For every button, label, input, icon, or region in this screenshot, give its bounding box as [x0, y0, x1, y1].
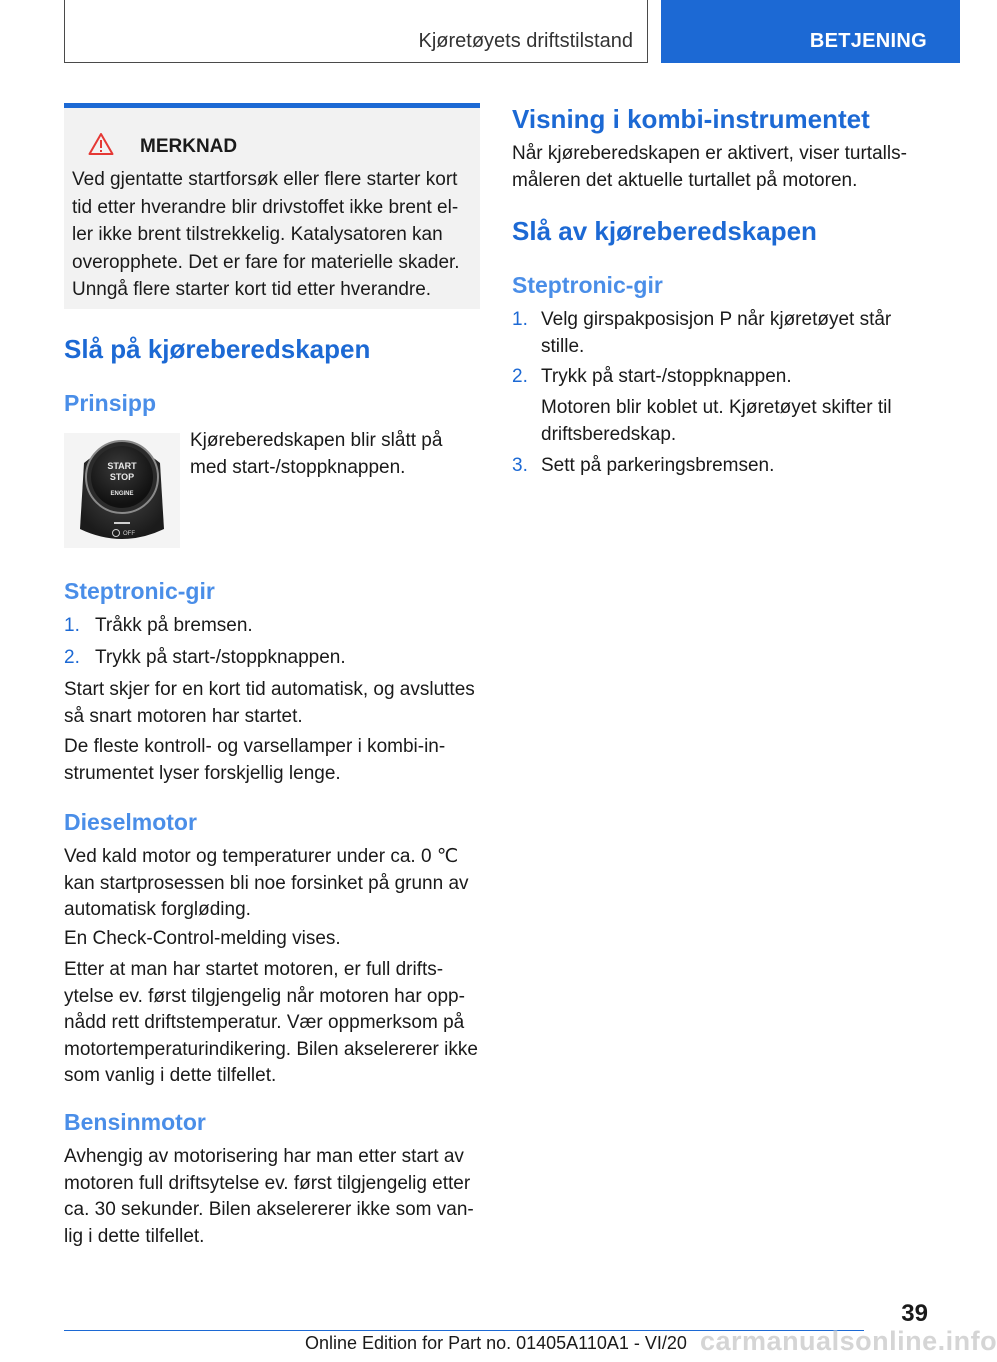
step-number: 3.	[512, 455, 528, 476]
step-text	[541, 453, 921, 480]
step-text	[541, 364, 921, 391]
note-line: tid etter hverandre blir drivstoffet ikke brent el‐	[72, 196, 459, 218]
paragraph	[64, 734, 484, 787]
step-text: Tråkk på bremsen.	[95, 615, 253, 636]
text-line: Trykk på start-/stoppknappen.	[541, 366, 792, 387]
text-line: Velg girspakposisjon P når kjøretøyet står	[541, 309, 892, 330]
text-line: så snart motoren har startet.	[64, 705, 303, 727]
warning-note	[64, 103, 480, 309]
text-line: Motoren blir koblet ut. Kjøretøyet skifter til	[541, 397, 892, 418]
text-line: ca. 30 sekunder. Bilen akselererer ikke som van‐	[64, 1199, 474, 1220]
text-line: Kjøreberedskapen blir slått på	[190, 430, 443, 451]
note-title: MERKNAD	[140, 136, 238, 157]
paragraph	[512, 141, 932, 194]
step-number: 2.	[64, 647, 80, 668]
paragraph	[64, 926, 484, 953]
watermark: carmanualsonline.info	[700, 1326, 997, 1356]
svg-text:ENGINE: ENGINE	[110, 491, 134, 497]
footer-edition: Online Edition for Part no. 01405A110A1 - VI/20	[305, 1333, 687, 1353]
text-line: Avhengig av motorisering har man etter start av	[64, 1146, 464, 1167]
text-line: driftsberedskap.	[541, 423, 677, 445]
step-result	[541, 395, 921, 448]
heading-diesel: Dieselmotor	[64, 809, 197, 835]
text-line: Etter at man har startet motoren, er full drifts‐	[64, 959, 444, 980]
paragraph	[64, 844, 484, 924]
paragraph	[64, 957, 484, 1090]
step-text: Trykk på start-/stoppknappen.	[95, 647, 346, 668]
heading-principle: Prinsipp	[64, 390, 157, 416]
heading-switch-off: Slå av kjøreberedskapen	[512, 216, 817, 246]
chapter-title: BETJENING	[809, 30, 927, 52]
text-line: motoren full driftsytelse ev. først tilgjengelig etter	[64, 1172, 471, 1194]
text-line: Når kjøreberedskapen er aktivert, viser turtalls‐	[512, 143, 907, 164]
text-line: stille.	[541, 335, 585, 357]
text-line: med start-/stoppknappen.	[190, 456, 406, 478]
step-text	[541, 307, 921, 360]
text-line: Sett på parkeringsbremsen.	[541, 455, 775, 476]
svg-text:START: START	[107, 461, 137, 471]
heading-petrol: Bensinmotor	[64, 1109, 206, 1135]
step-number: 1.	[512, 309, 528, 330]
text-line: De fleste kontroll- og varsellamper i kombi-in‐	[64, 736, 446, 757]
section-title: Kjøretøyets driftstilstand	[418, 30, 633, 52]
text-line: som vanlig i dette tilfellet.	[64, 1065, 277, 1086]
note-line: Ved gjentatte startforsøk eller flere starter kort	[72, 169, 458, 190]
svg-text:OFF: OFF	[123, 531, 135, 537]
page-number: 39	[901, 1300, 928, 1327]
warning-triangle-icon	[88, 132, 114, 156]
text-line: strumentet lyser forskjellig lenge.	[64, 762, 341, 784]
note-line: Unngå flere starter kort tid etter hverandre.	[72, 279, 432, 300]
paragraph	[64, 677, 484, 730]
header-section-box	[64, 0, 648, 63]
heading-steptronic-off: Steptronic-gir	[512, 272, 663, 298]
step-number: 1.	[64, 615, 80, 636]
header-chapter-tab[interactable]	[661, 0, 960, 63]
svg-text:STOP: STOP	[109, 472, 135, 482]
text-line: kan startprosessen bli noe forsinket på grunn av	[64, 872, 469, 894]
start-stop-button-icon	[64, 433, 180, 548]
principle-text	[190, 428, 442, 481]
heading-display: Visning i kombi-instrumentet	[512, 104, 870, 134]
start-stop-button-image	[64, 433, 180, 548]
text-line: ytelse ev. først tilgjengelig når motoren har opp‐	[64, 985, 465, 1007]
note-line: overopphete. Det er fare for materielle skader.	[72, 251, 460, 273]
text-line: motortemperaturindikering. Bilen akselererer ikke	[64, 1038, 478, 1060]
step-number: 2.	[512, 366, 528, 387]
heading-start-readiness: Slå på kjøreberedskapen	[64, 334, 371, 364]
note-line: ler ikke brent tilstrekkelig. Katalysatoren kan	[72, 224, 443, 245]
heading-steptronic: Steptronic-gir	[64, 578, 215, 604]
paragraph	[64, 1144, 484, 1250]
note-text	[72, 166, 472, 304]
text-line: automatisk forgløding.	[64, 899, 251, 920]
text-line: lig i dette tilfellet.	[64, 1225, 205, 1247]
text-line: nådd rett driftstemperatur. Vær oppmerksom på	[64, 1012, 465, 1033]
text-line: Ved kald motor og temperaturer under ca. 0 ℃	[64, 846, 459, 867]
text-line: måleren det aktuelle turtallet på motoren.	[512, 169, 858, 191]
text-line: En Check-Control-melding vises.	[64, 928, 341, 949]
text-line: Start skjer for en kort tid automatisk, og avsluttes	[64, 679, 475, 700]
